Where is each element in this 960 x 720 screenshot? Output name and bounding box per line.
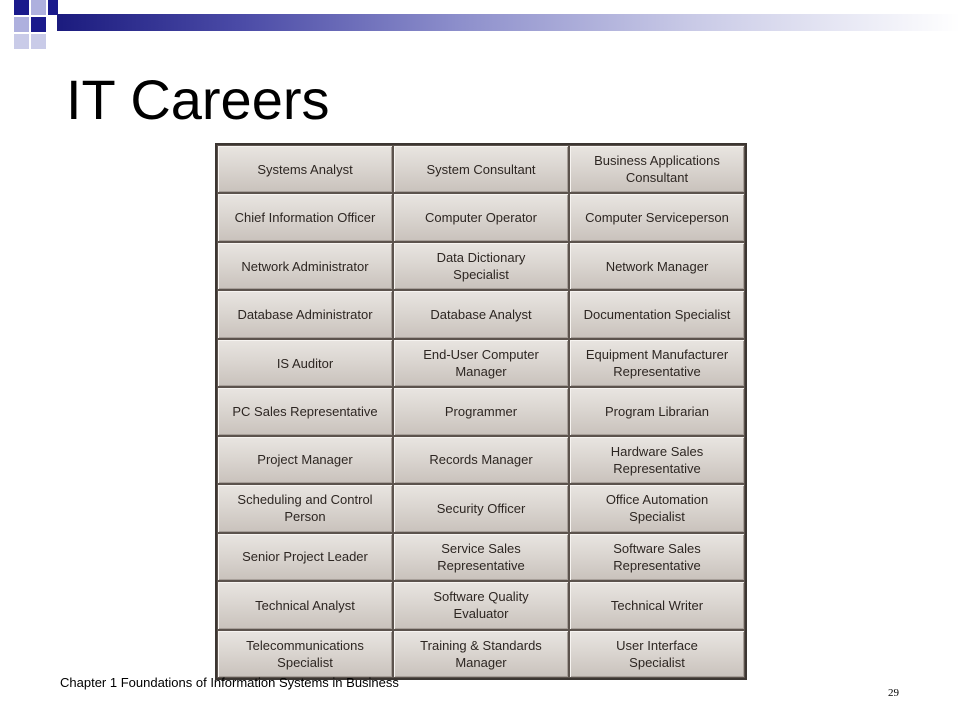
table-cell: Documentation Specialist [570, 291, 744, 337]
table-cell: Chief Information Officer [218, 194, 392, 240]
table-cell: Business Applications Consultant [570, 146, 744, 192]
decorative-square [14, 17, 29, 32]
decorative-square [31, 0, 46, 15]
table-cell: IS Auditor [218, 340, 392, 386]
table-cell: Computer Operator [394, 194, 568, 240]
table-cell: Database Analyst [394, 291, 568, 337]
table-cell: User Interface Specialist [570, 631, 744, 677]
table-cell: End-User Computer Manager [394, 340, 568, 386]
decorative-square [14, 0, 29, 15]
decorative-square [31, 34, 46, 49]
footer-chapter-text: Chapter 1 Foundations of Information Systems in Business [60, 675, 399, 690]
slide-title: IT Careers [66, 68, 330, 131]
table-cell: Software Quality Evaluator [394, 582, 568, 628]
table-cell: Software Sales Representative [570, 534, 744, 580]
table-cell: Service Sales Representative [394, 534, 568, 580]
decorative-square [14, 34, 29, 49]
table-cell: Hardware Sales Representative [570, 437, 744, 483]
table-cell: Program Librarian [570, 388, 744, 434]
decorative-square [31, 17, 46, 32]
table-cell: Security Officer [394, 485, 568, 531]
table-cell: Equipment Manufacturer Representative [570, 340, 744, 386]
table-cell: Computer Serviceperson [570, 194, 744, 240]
table-cell: Records Manager [394, 437, 568, 483]
table-cell: Telecommunications Specialist [218, 631, 392, 677]
table-cell: Scheduling and Control Person [218, 485, 392, 531]
table-cell: System Consultant [394, 146, 568, 192]
table-cell: Office Automation Specialist [570, 485, 744, 531]
decorative-square [48, 0, 58, 15]
table-cell: Training & Standards Manager [394, 631, 568, 677]
header-gradient-bar [57, 14, 960, 31]
table-cell: Technical Writer [570, 582, 744, 628]
table-cell: Data Dictionary Specialist [394, 243, 568, 289]
table-cell: PC Sales Representative [218, 388, 392, 434]
table-cell: Senior Project Leader [218, 534, 392, 580]
table-cell: Technical Analyst [218, 582, 392, 628]
table-cell: Database Administrator [218, 291, 392, 337]
table-cell: Network Administrator [218, 243, 392, 289]
careers-table [215, 143, 747, 680]
page-number: 29 [888, 687, 899, 699]
table-cell: Systems Analyst [218, 146, 392, 192]
table-cell: Project Manager [218, 437, 392, 483]
table-cell: Programmer [394, 388, 568, 434]
table-cell: Network Manager [570, 243, 744, 289]
